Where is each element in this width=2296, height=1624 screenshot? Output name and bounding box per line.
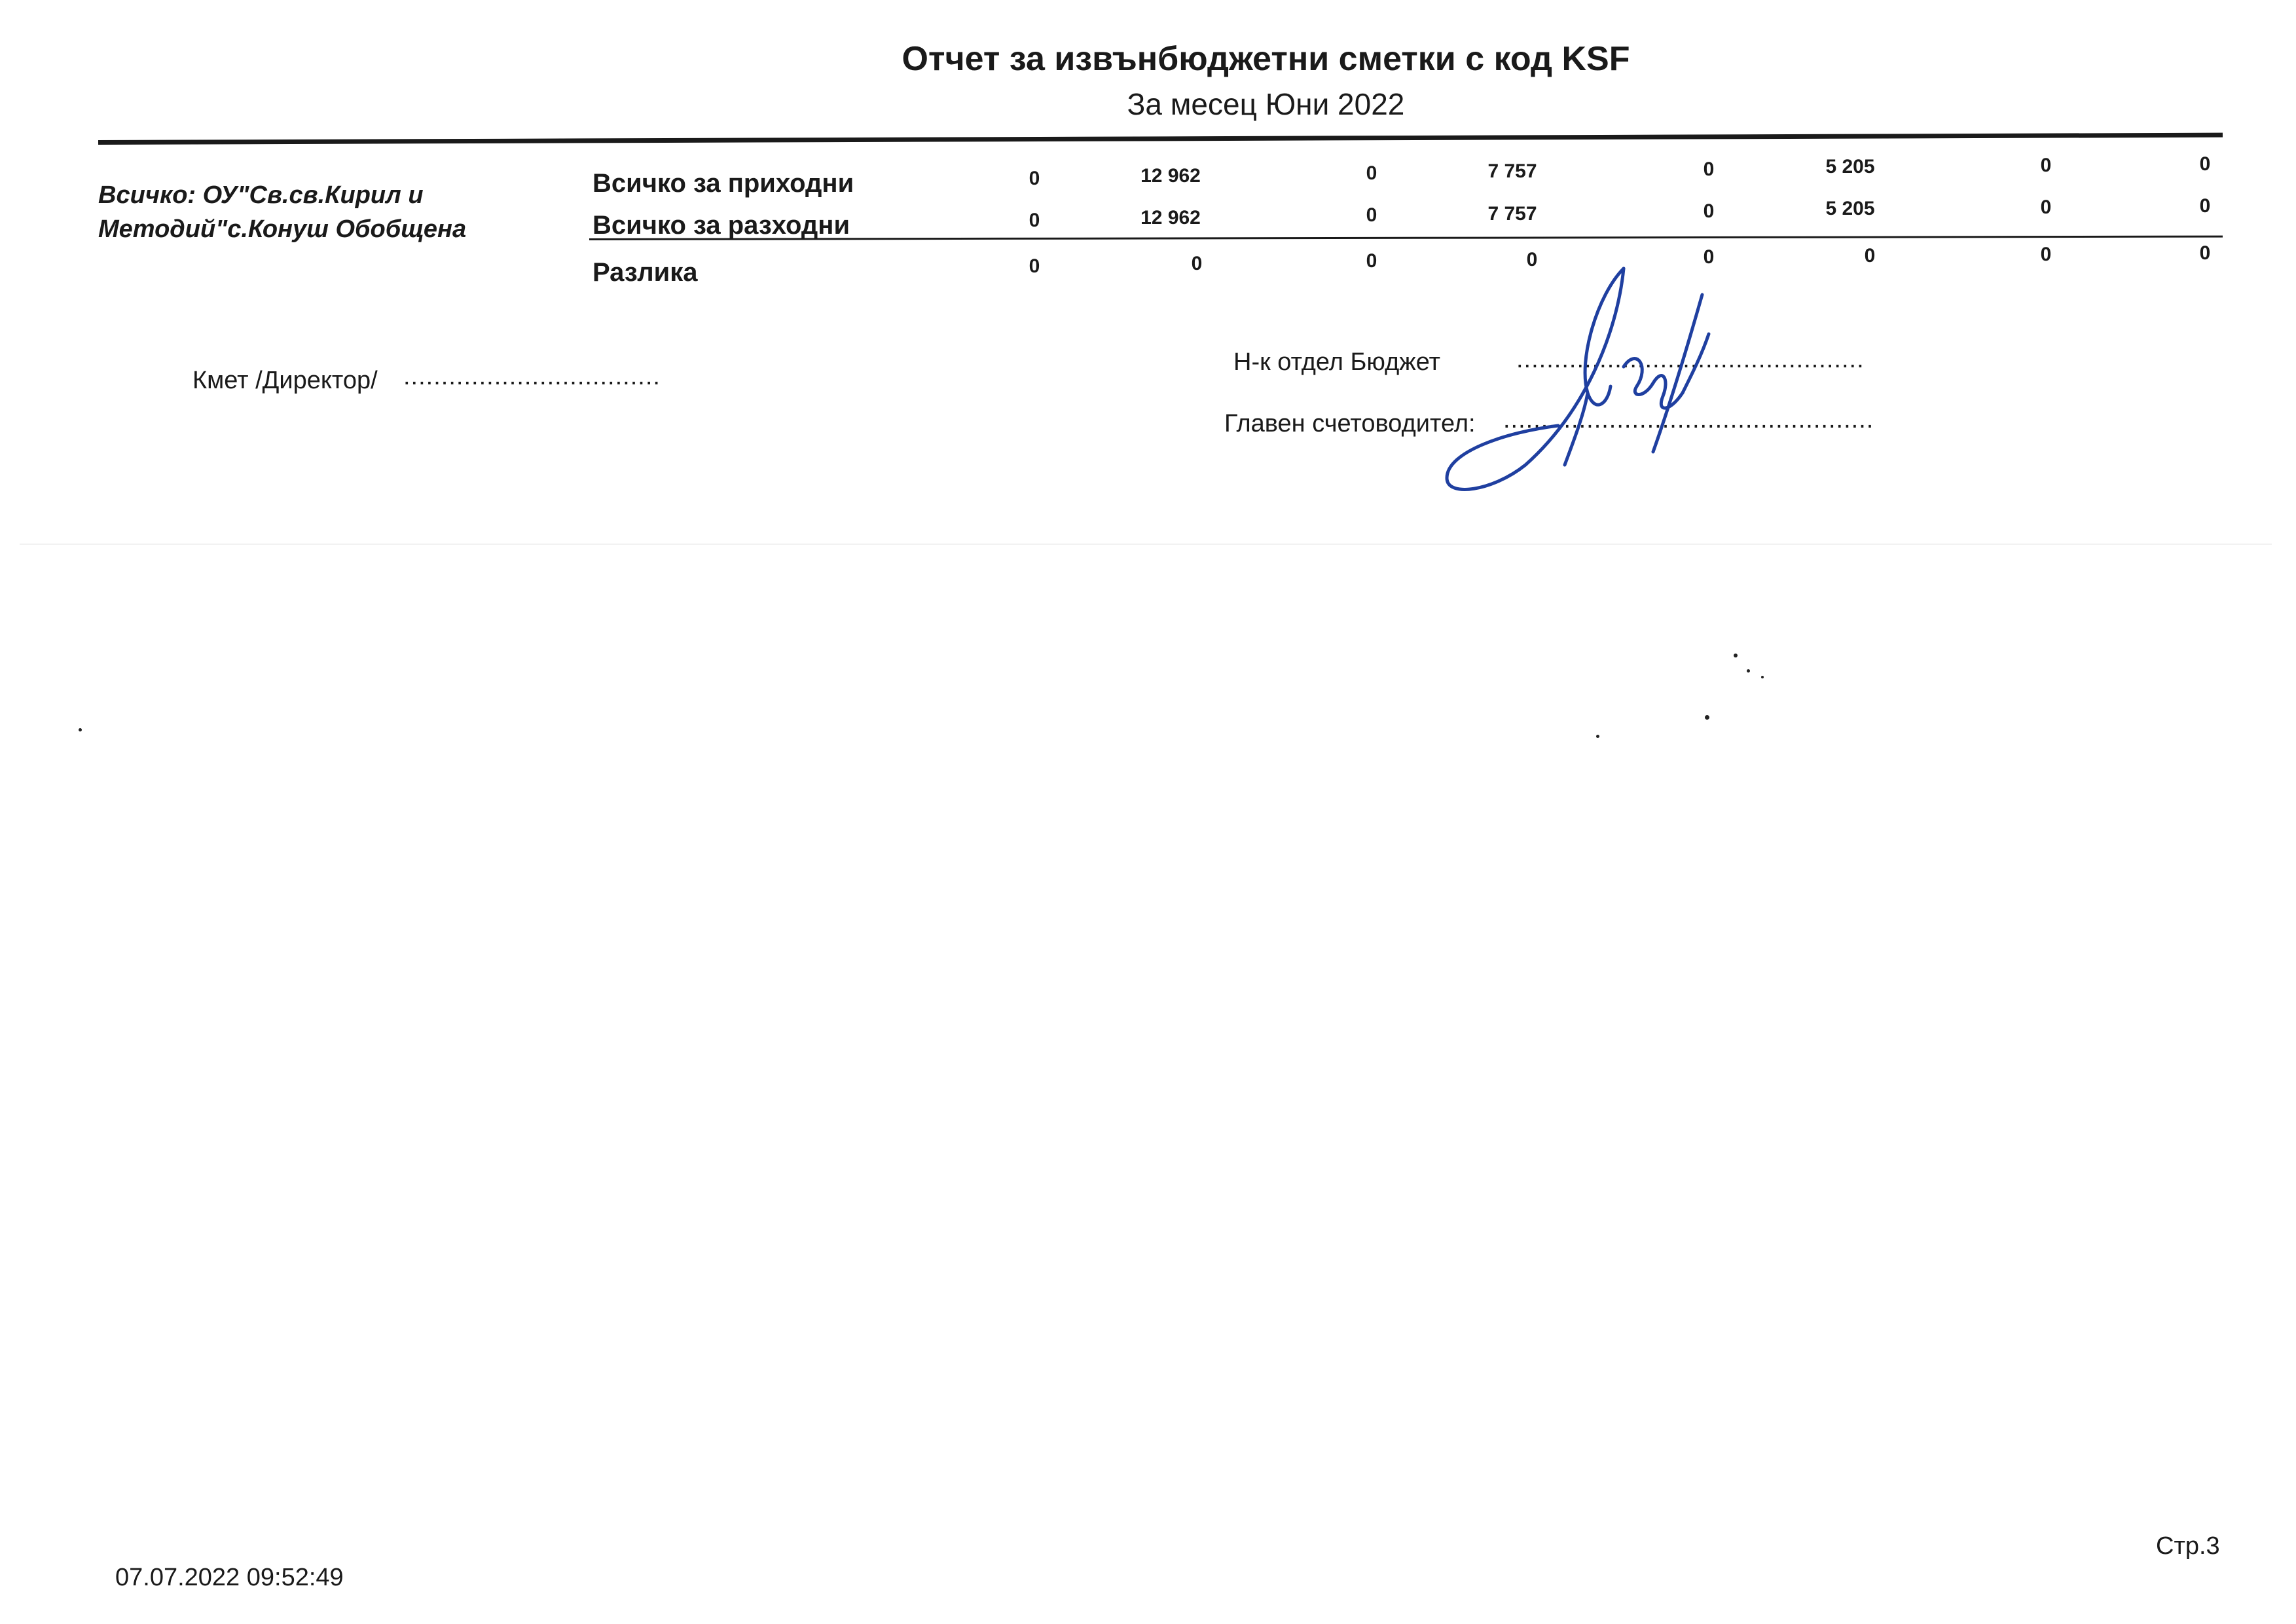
budget-head-signature-line: .............................................. bbox=[1516, 346, 1865, 373]
table-cell: 0 bbox=[1526, 249, 1538, 270]
report-subtitle: За месец Юни 2022 bbox=[1127, 87, 1405, 121]
mayor-signature-line: .................................. bbox=[403, 363, 661, 390]
page-number: Стр.3 bbox=[2156, 1532, 2220, 1560]
table-cell: 0 bbox=[1366, 250, 1377, 272]
table-cell: 0 bbox=[2199, 153, 2211, 175]
row-label-expenses: Всичко за разходни bbox=[592, 211, 850, 240]
chief-accountant-label: Главен счетоводител: bbox=[1224, 410, 1476, 437]
page-separator bbox=[20, 544, 2272, 545]
table-cell: 0 bbox=[1029, 255, 1040, 277]
mayor-label: Кмет /Директор/ bbox=[192, 367, 378, 394]
table-cell: 0 bbox=[1703, 200, 1715, 222]
row-label-difference: Разлика bbox=[592, 258, 698, 287]
scan-speck bbox=[1747, 669, 1750, 673]
table-cell: 0 bbox=[2040, 244, 2052, 265]
table-cell: 0 bbox=[1191, 253, 1203, 274]
table-cell: 5 205 bbox=[1825, 198, 1875, 219]
table-cell: 12 962 bbox=[1140, 207, 1201, 229]
table-cell: 0 bbox=[1029, 168, 1040, 189]
table-cell: 5 205 bbox=[1825, 156, 1875, 177]
table-cell: 0 bbox=[2199, 195, 2211, 217]
scan-speck bbox=[79, 728, 82, 731]
scan-speck bbox=[1705, 715, 1709, 720]
table-top-rule bbox=[98, 133, 2223, 145]
table-cell: 0 bbox=[2040, 155, 2052, 176]
table-cell: 0 bbox=[1366, 204, 1377, 226]
scan-speck bbox=[1734, 654, 1738, 657]
table-cell: 0 bbox=[2199, 242, 2211, 264]
print-timestamp: 07.07.2022 09:52:49 bbox=[115, 1564, 344, 1591]
report-title: Отчет за извънбюджетни сметки с код KSF bbox=[902, 40, 1630, 78]
budget-head-label: Н-к отдел Бюджет bbox=[1233, 348, 1440, 376]
table-cell: 7 757 bbox=[1487, 203, 1537, 225]
table-cell: 0 bbox=[1703, 246, 1715, 268]
table-cell: 7 757 bbox=[1487, 160, 1537, 182]
organization-label: Всичко: ОУ"Св.св.Кирил и Методий"с.Конуш Обобщена bbox=[98, 181, 467, 243]
table-cell: 0 bbox=[1029, 210, 1040, 231]
table-cell: 0 bbox=[1703, 158, 1715, 180]
row-label-income: Всичко за приходни bbox=[592, 169, 854, 198]
table-cell: 0 bbox=[1366, 162, 1377, 184]
table-cell: 12 962 bbox=[1140, 165, 1201, 187]
handwritten-signature bbox=[1427, 255, 1728, 504]
scan-speck bbox=[1596, 735, 1599, 738]
table-cell: 0 bbox=[2040, 196, 2052, 218]
table-cell: 0 bbox=[1864, 245, 1876, 267]
chief-accountant-signature-line: ................................................. bbox=[1503, 406, 1874, 434]
scan-speck bbox=[1761, 676, 1764, 678]
